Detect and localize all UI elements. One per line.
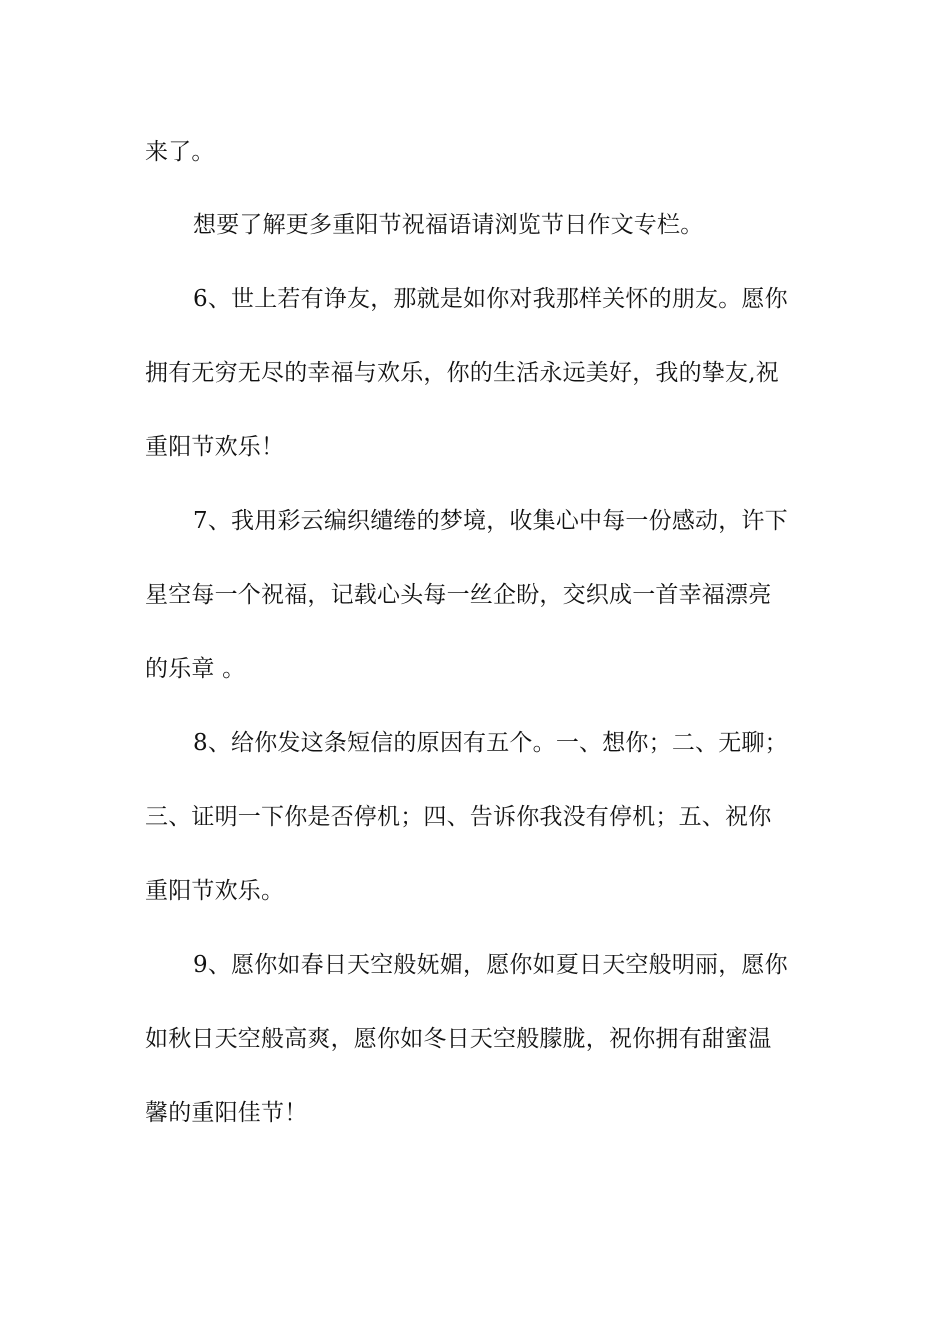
text-line: 的乐章 。 (145, 656, 246, 682)
text-line: 重阳节欢乐。 (145, 878, 285, 904)
text-line: 重阳节欢乐！ (145, 434, 285, 460)
text-line: 三、证明一下你是否停机；四、告诉你我没有停机；五、祝你 (145, 804, 772, 830)
text-line: 6、世上若有诤友，那就是如你对我那样关怀的朋友。愿你 (193, 286, 788, 312)
text-line: 想要了解更多重阳节祝福语请浏览节日作文专栏。 (193, 212, 704, 238)
text-line: 8、给你发这条短信的原因有五个。一、想你；二、无聊； (193, 730, 788, 756)
text-line: 9、愿你如春日天空般妩媚，愿你如夏日天空般明丽，愿你 (193, 952, 788, 978)
text-line: 拥有无穷无尽的幸福与欢乐，你的生活永远美好，我的挚友,祝 (145, 360, 779, 386)
text-line: 馨的重阳佳节！ (145, 1100, 308, 1126)
text-line: 7、我用彩云编织缱绻的梦境，收集心中每一份感动，许下 (193, 508, 788, 534)
text-line: 星空每一个祝福，记载心头每一丝企盼，交织成一首幸福漂亮 (145, 582, 772, 608)
text-line: 如秋日天空般高爽，愿你如冬日天空般朦胧，祝你拥有甜蜜温 (145, 1026, 772, 1052)
text-line: 来了。 (145, 139, 215, 165)
